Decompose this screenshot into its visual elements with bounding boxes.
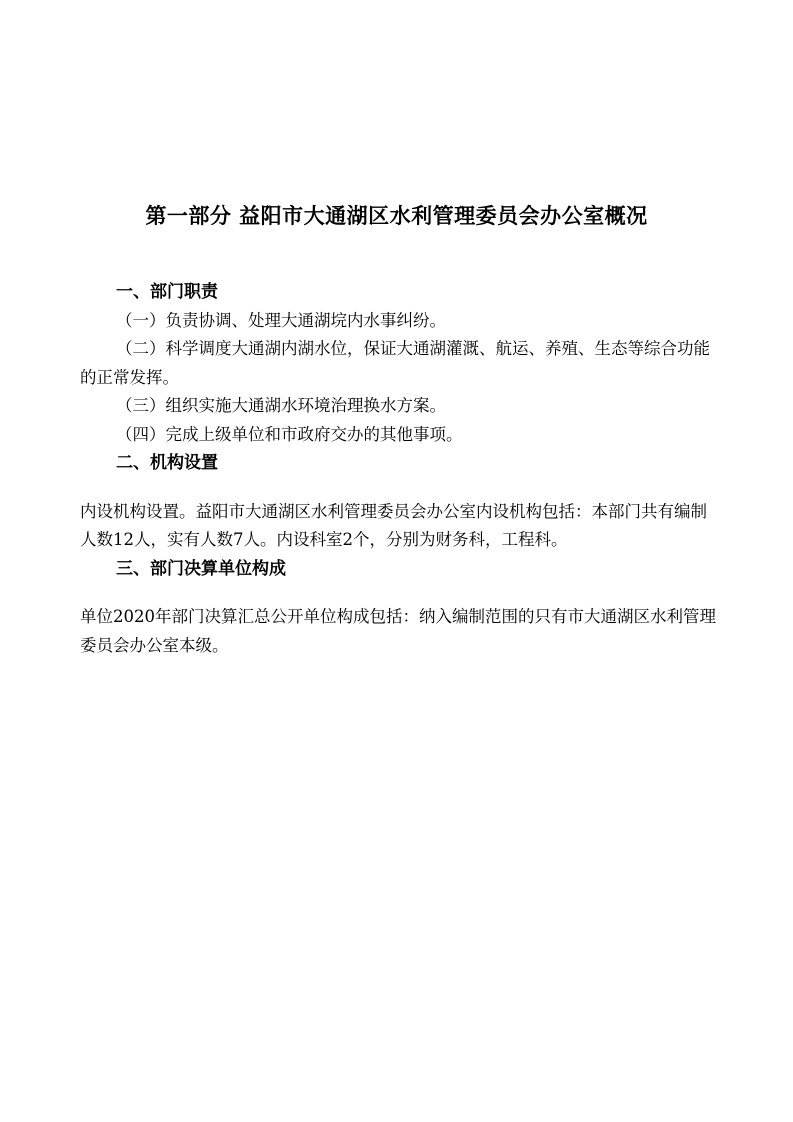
duty-item-3: （三）组织实施大通湖水环境治理换水方案。 [116,396,446,415]
organization-paragraph: 内设机构设置。益阳市大通湖区水利管理委员会办公室内设机构包括：本部门共有编制人数12人，实有人数7人。内设科室2个，分别为财务科，工程科。 [80,501,707,549]
units-paragraph: 单位2020年部门决算汇总公开单位构成包括：纳入编制范围的只有市大通湖区水利管理委员会办公室本级。 [80,607,716,655]
spacer [80,478,720,498]
section-heading-organization: 二、机构设置 [116,453,218,473]
duty-item-1: （一）负责协调、处理大通湖垸内水事纠纷。 [116,310,446,330]
section-heading-duties: 一、部门职责 [116,282,218,302]
duty-item-2: （二）科学调度大通湖内湖水位，保证大通湖灌溉、航运、养殖、生态等综合功能的正常发挥。 [80,339,710,387]
page-title: 第一部分 益阳市大通湖区水利管理委员会办公室概况 [145,204,648,228]
section-heading-units: 三、部门决算单位构成 [116,558,286,579]
document-body [80,278,720,660]
duty-item-4: （四）完成上级单位和市政府交办的其他事项。 [116,424,463,444]
spacer [80,583,720,603]
